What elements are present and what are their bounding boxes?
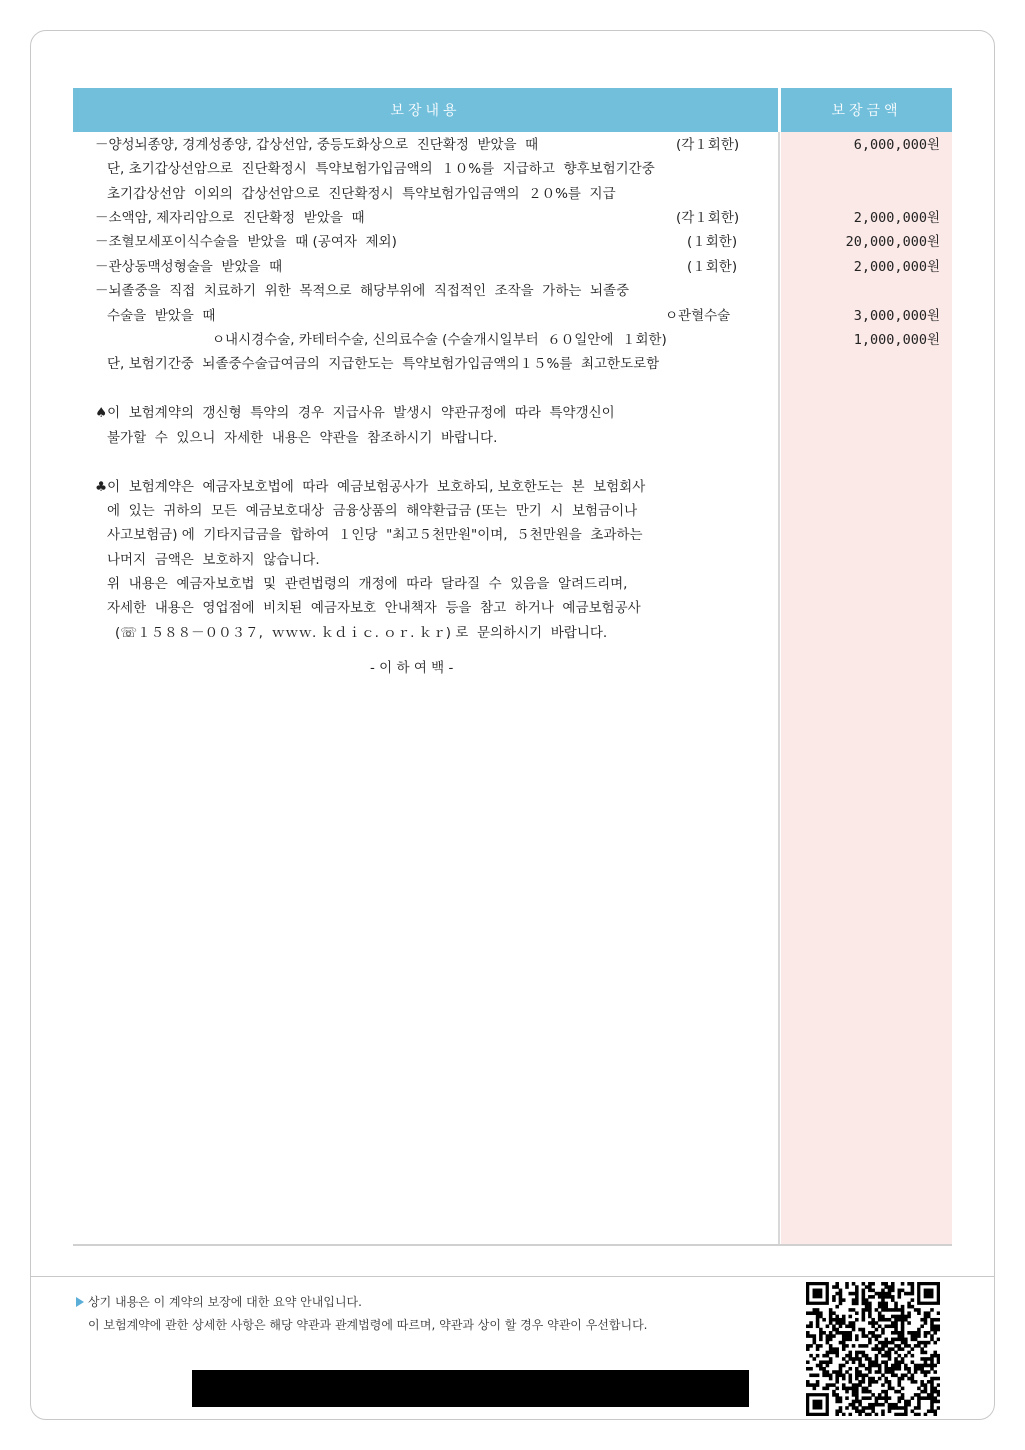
triangle-bullet-icon: [76, 1297, 84, 1307]
coverage-line: 단, 보험기간중 뇌졸중수술급여금의 지급한도는 특약보험가입금액의１５%를 최고한도로함: [107, 356, 660, 372]
coverage-line: 수술을 받았을 때: [107, 308, 216, 324]
coverage-line: －뇌졸중을 직접 치료하기 위한 목적으로 해당부위에 직접적인 조작을 가하는 뇌졸중: [95, 283, 630, 299]
coverage-limit: (１회한): [687, 234, 738, 250]
amount-column: [781, 132, 952, 1244]
amount-value: 6,000,000원: [853, 137, 940, 153]
coverage-limit: (각１회한): [676, 210, 740, 226]
coverage-limit: (각１회한): [676, 137, 740, 153]
header-amount: 보장금액: [781, 88, 952, 132]
deposit-protection-notice: 사고보험금) 에 기타지급금을 합하여 １인당 "최고５천만원"이며, ５천만원을 초과하는: [107, 527, 643, 543]
coverage-line: －조혈모세포이식수술을 받았을 때 (공여자 제외): [95, 234, 397, 250]
deposit-protection-notice: 위 내용은 예금자보호법 및 관련법령의 개정에 따라 달라질 수 있음을 알려드리며,: [107, 576, 628, 592]
renewal-notice: 불가할 수 있으니 자세한 내용은 약관을 참조하시기 바랍니다.: [107, 430, 498, 446]
redacted-block: [192, 1370, 749, 1407]
coverage-subitem: ㅇ관혈수술: [665, 308, 731, 324]
coverage-line: －양성뇌종양, 경계성종양, 갑상선암, 중등도화상으로 진단확정 받았을 때: [95, 137, 539, 153]
amount-value: 2,000,000원: [853, 259, 940, 275]
coverage-limit: (１회한): [687, 259, 738, 275]
amount-value: 3,000,000원: [853, 308, 940, 324]
end-of-content-marker: - 이 하 여 백 -: [370, 660, 454, 676]
deposit-protection-notice: 나머지 금액은 보호하지 않습니다.: [107, 552, 320, 568]
deposit-protection-notice: 자세한 내용은 영업점에 비치된 예금자보호 안내책자 등을 참고 하거나 예금보험공사: [107, 600, 641, 616]
coverage-line: 초기갑상선암 이외의 갑상선암으로 진단확정시 특약보험가입금액의 ２０%를 지급: [107, 186, 616, 202]
coverage-line: －소액암, 제자리암으로 진단확정 받았을 때: [95, 210, 365, 226]
deposit-protection-notice: ♣이 보험계약은 예금자보호법에 따라 예금보험공사가 보호하되, 보호한도는 본 보험회사: [95, 479, 646, 495]
footer-note: 상기 내용은 이 계약의 보장에 대한 요약 안내입니다.: [88, 1295, 362, 1309]
renewal-notice: ♠이 보험계약의 갱신형 특약의 경우 지급사유 발생시 약관규정에 따라 특약갱신이: [95, 405, 615, 421]
amount-value: 2,000,000원: [853, 210, 940, 226]
footer-divider: [30, 1276, 995, 1277]
coverage-line: －관상동맥성형술을 받았을 때: [95, 259, 283, 275]
table-bottom-line: [73, 1244, 952, 1246]
header-content: 보장내용: [73, 88, 778, 132]
amount-value: 1,000,000원: [853, 332, 940, 348]
column-divider: [778, 132, 780, 1244]
amount-value: 20,000,000원: [845, 234, 940, 250]
deposit-protection-notice: (☏１５８８－００３７, ｗｗｗ. ｋｄｉｃ. ｏｒ. ｋｒ) 로 문의하시기 바랍니다.: [115, 625, 608, 641]
coverage-subitem: ㅇ내시경수술, 카테터수술, 신의료수술 (수술개시일부터 ６０일안에 １회한): [212, 332, 667, 348]
footer-note: 이 보험계약에 관한 상세한 사항은 해당 약관과 관계법령에 따르며, 약관과 상이 할 경우 약관이 우선합니다.: [88, 1318, 648, 1332]
deposit-protection-notice: 에 있는 귀하의 모든 예금보호대상 금융상품의 해약환급금 (또는 만기 시 보험금이나: [107, 503, 638, 519]
qr-code: [806, 1282, 940, 1416]
coverage-line: 단, 초기갑상선암으로 진단확정시 특약보험가입금액의 １０%를 지급하고 향후보험기간중: [107, 161, 655, 177]
